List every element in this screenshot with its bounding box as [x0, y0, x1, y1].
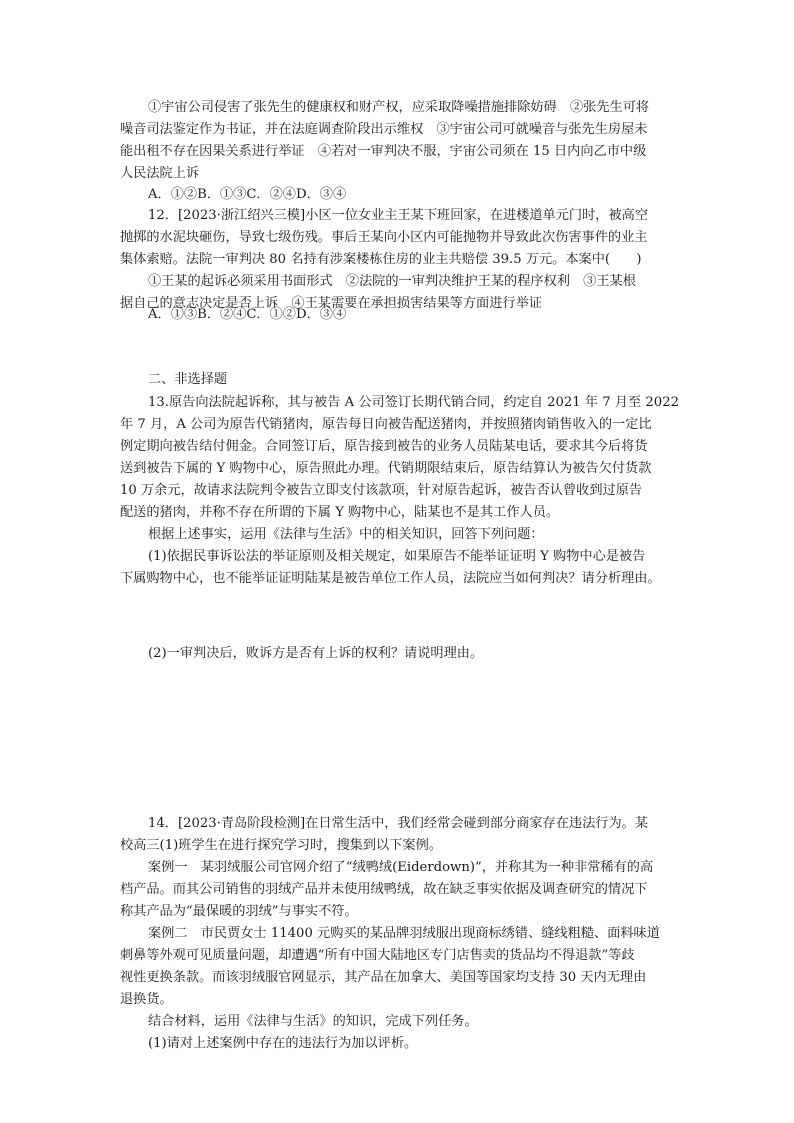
section-heading: 二、非选择题 [148, 372, 228, 387]
q14-case1-line-2: 档产品。而其公司销售的羽绒产品并未使用绒鸭绒，故在缺乏事实依据及调查研究的情况下 [120, 882, 648, 897]
answer-space-q13-1 [120, 592, 680, 640]
q14-case2-line-2: 刺鼻等外观可见质量问题，却遭遇“所有中国大陆地区专门店售卖的货品均不得退款”等歧 [120, 948, 635, 963]
q12-option-line-2: 据自己的意志决定是否上诉 ④王某需要在承担损害结果等方面进行举证 [120, 296, 542, 311]
q13-line-5: 10 万余元，故请求法院判令被告立即支付该款项，针对原告起诉，被告否认曾收到过原告 [120, 483, 643, 498]
q13-line-1: 13.原告向法院起诉称，其与被告 A 公司签订长期代销合同，约定自 2021 年 7 月至 2022 [148, 395, 679, 410]
q13-sub1-line-1: (1)依据民事诉讼法的举证原则及相关规定，如果原告不能举证证明 Y 购物中心是被告 [148, 549, 646, 564]
q14-prompt: 结合材料，运用《法律与生活》的知识，完成下列任务。 [148, 1014, 478, 1029]
q11-option-line-3: 能出租不存在因果关系进行举证 ④若对一审判决不服，宇宙公司须在 15 日内向乙市中级 [120, 144, 647, 159]
q13-line-3: 例定期向被告结付佣金。合同签订后，原告接到被告的业务人员陆某电话，要求其今后将货 [120, 439, 648, 454]
q13-line-4: 送到被告下属的 Y 购物中心，原告照此办理。代销期限结束后，原告结算认为被告欠付货款 [120, 461, 652, 476]
q11-option-line-4: 人民法院上诉 [120, 166, 200, 181]
q14-case2-line-4: 退换货。 [120, 992, 173, 1007]
q13-sub2: (2)一审判决后，败诉方是否有上诉的权利？请说明理由。 [148, 646, 484, 661]
q14-case1-line-3: 称其产品为“最保暖的羽绒”与事实不符。 [120, 904, 358, 919]
q11-option-line-1: ①宇宙公司侵害了张先生的健康权和财产权，应采取降噪措施排除妨碍 ②张先生可将 [148, 100, 650, 115]
q14-line-2: 校高三(1)班学生在进行探究学习时，搜集到以下案例。 [120, 838, 442, 853]
answer-space-q13-2 [120, 668, 680, 808]
q12-option-line-1: ①王某的起诉必须采用书面形式 ②法院的一审判决维护王某的程序权利 ③王某根 [148, 274, 636, 289]
q11-choices: A．①②B．①③C．②④D．③④ [148, 187, 347, 202]
q14-sub1: (1)请对上述案例中存在的违法行为加以评析。 [148, 1036, 418, 1051]
q13-line-2: 年 7 月，A 公司为原告代销猪肉，原告每日向被告配送猪肉，并按照猪肉销售收入的一定比 [120, 417, 652, 432]
q14-case2-line-1: 案例二 市民贾女士 11400 元购买的某品牌羽绒服出现商标绣错、缝线粗糙、面料味道 [148, 926, 660, 941]
q14-case1-line-1: 案例一 某羽绒服公司官网介绍了“绒鸭绒(Eiderdown)”，并称其为一种非常稀有的高 [148, 860, 654, 875]
q13-prompt: 根据上述事实，运用《法律与生活》中的相关知识，回答下列问题： [148, 527, 544, 542]
q12-stem-line-1: 12．[2023·浙江绍兴三模]小区一位女业主王某下班回家，在进楼道单元门时，被高空 [148, 208, 649, 223]
q12-stem-line-3: 集体索赔。法院一审判决 80 名持有涉案楼栋住房的业主共赔偿 39.5 万元。本案中( ) [120, 252, 642, 267]
q13-line-6: 配送的猪肉，并称不存在所谓的下属 Y 购物中心，陆某也不是其工作人员。 [120, 505, 560, 520]
q12-choices: A．①③B．②④C．①②D．③④ [148, 307, 347, 322]
q14-case2-line-3: 视性更换条款。而该羽绒服官网显示，其产品在加拿大、美国等国家均支持 30 天内无理由 [120, 970, 647, 985]
q14-line-1: 14．[2023·青岛阶段检测]在日常生活中，我们经常会碰到部分商家存在违法行为。某 [148, 816, 649, 831]
q11-option-line-2: 噪音司法鉴定作为书证，并在法庭调查阶段出示维权 ③宇宙公司可就噪音与张先生房屋未 [120, 122, 648, 137]
q12-stem-line-2: 抛掷的水泥块砸伤，导致七级伤残。事后王某向小区内可能抛物并导致此次伤害事件的业主 [120, 230, 648, 245]
q13-sub1-line-2: 下属购物中心，也不能举证证明陆某是被告单位工作人员，法院应当如何判决？请分析理由。 [120, 571, 661, 586]
